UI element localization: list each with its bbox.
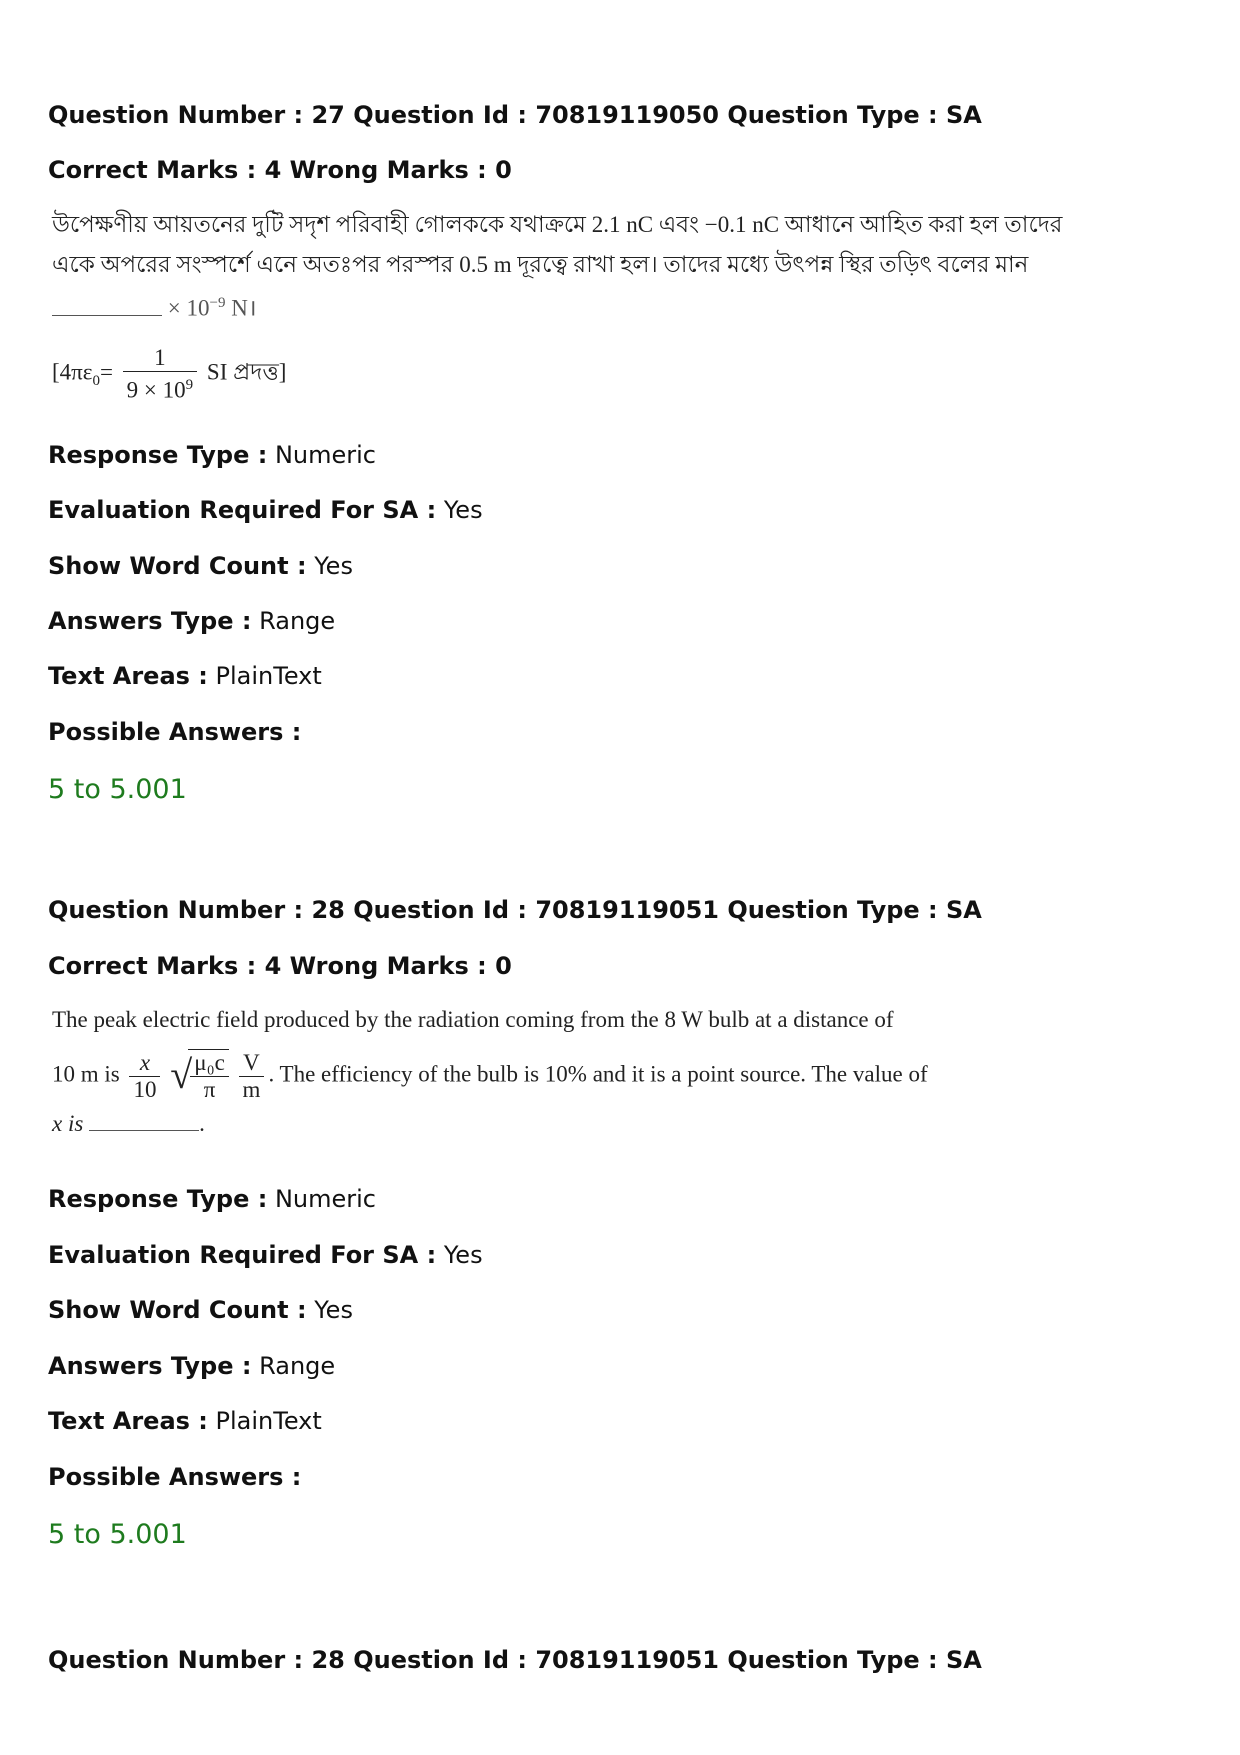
show-word-count: Show Word Count : Yes [48, 552, 353, 580]
text-areas: Text Areas : PlainText [48, 1407, 322, 1435]
possible-answers-label: Possible Answers : [48, 718, 302, 746]
evaluation-required: Evaluation Required For SA : Yes [48, 1241, 483, 1269]
question-text-line: The peak electric field produced by the radiation coming from the 8 W bulb at a distance of [52, 1007, 894, 1032]
square-root: √ $\frac{\text{μ₀c}}{\pi}$ [170, 1049, 229, 1103]
fraction: $\frac{V}{m}$ [239, 1050, 265, 1103]
possible-answer: 5 to 5.001 [48, 1519, 187, 1550]
question-marks [48, 155, 1198, 185]
question-28 [48, 895, 1198, 925]
question-header: Question Number : 28 Question Id : 70819119051 Question Type : SA [48, 1646, 982, 1674]
fraction: $\frac{x}{10}$ [129, 1050, 160, 1103]
evaluation-required: Evaluation Required For SA : Yes [48, 496, 483, 524]
question-text-line: 10 m is $\frac{x}{10}$ √ $\frac{\text{μ₀c}}{\pi}$ $\frac{V}{m}$ . The efficiency of the bulb is 10% and it is a point source. The value of [52, 1049, 928, 1102]
answers-type: Answers Type : Range [48, 607, 336, 635]
question-text-line: x is . [52, 1111, 205, 1136]
question-28-repeat [48, 1645, 1198, 1675]
show-word-count: Show Word Count : Yes [48, 1296, 353, 1324]
question-text-line: × $10^{-9}$ N। [52, 288, 1062, 324]
question-marks [48, 951, 1198, 981]
text-areas: Text Areas : PlainText [48, 662, 322, 690]
question-header: Question Number : 28 Question Id : 70819119051 Question Type : SA [48, 896, 982, 924]
marks-text: Correct Marks : 4 Wrong Marks : 0 [48, 952, 512, 980]
given-constant: [$4\pi\varepsilon_0=$ $\frac{1}{9 \times 10^9}$ SI প্রদত্ত] [52, 345, 287, 403]
answers-type: Answers Type : Range [48, 1352, 336, 1380]
response-type: Response Type : Numeric [48, 441, 376, 469]
question-text-line: উপেক্ষণীয় আয়তনের দুটি সদৃশ পরিবাহী গোলককে যথাক্রমে 2.1 nC এবং −0.1 nC আধানে আহিত করা হল তাদের [52, 212, 1063, 237]
possible-answers-label: Possible Answers : [48, 1463, 302, 1491]
question-27 [48, 100, 1198, 130]
marks-text: Correct Marks : 4 Wrong Marks : 0 [48, 156, 512, 184]
question-header: Question Number : 27 Question Id : 70819119050 Question Type : SA [48, 101, 982, 129]
answer-blank [52, 301, 162, 316]
question-text-line: একে অপরের সংস্পর্শে এনে অতঃপর পরস্পর 0.5 m দূরত্বে রাখা হল। তাদের মধ্যে উৎপন্ন স্থির তড়িৎ বলের মান [52, 252, 1029, 277]
question-text [52, 210, 1062, 324]
question-text [52, 1005, 928, 1139]
possible-answer: 5 to 5.001 [48, 774, 187, 805]
fraction: $\frac{1}{9 \times 10^9}$ [123, 345, 197, 404]
answer-blank [89, 1116, 199, 1131]
response-type: Response Type : Numeric [48, 1185, 376, 1213]
